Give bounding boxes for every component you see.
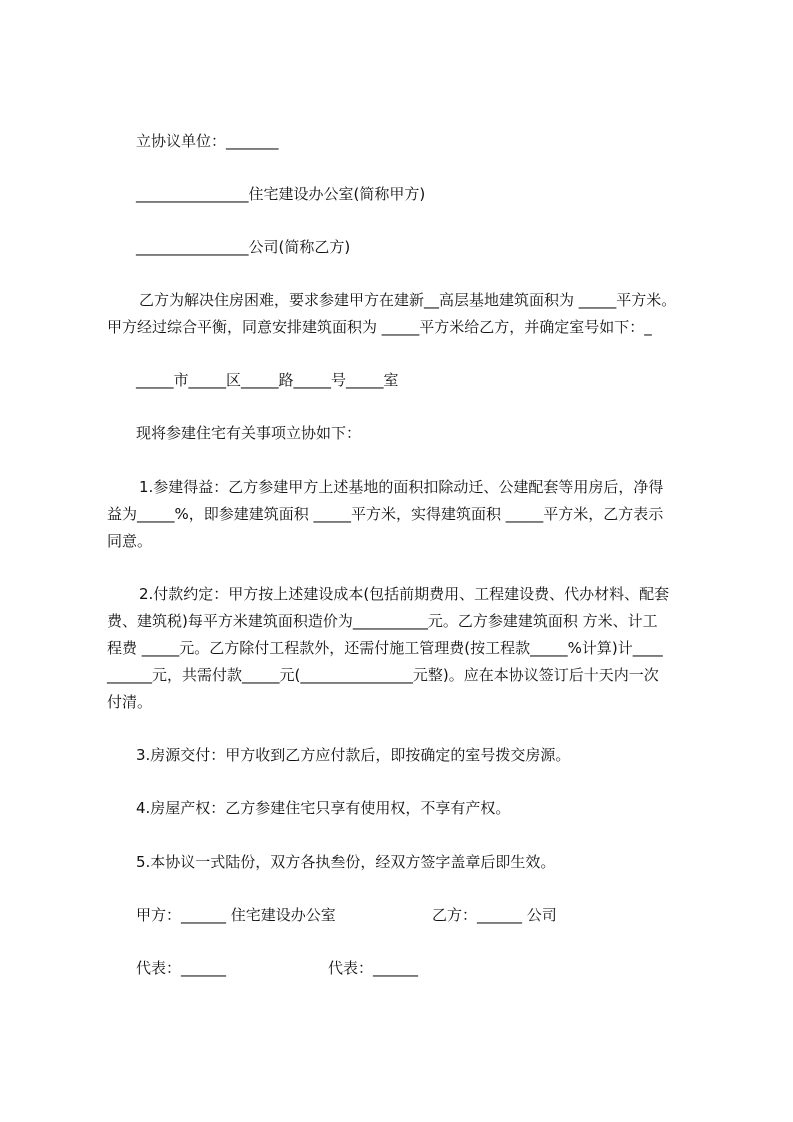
signature-party-b: 乙方：______ 公司 [432, 906, 557, 924]
clause-1-line-2: 益为_____%，即参建建筑面积 _____平方米，实得建筑面积 _____平方米，乙方表示 [107, 505, 664, 523]
party-unit-line: 立协议单位：_______ [136, 132, 279, 150]
clause-2-line-1: 2.付款约定：甲方按上述建设成本(包括前期费用、工程建设费、代办材料、配套 [139, 585, 670, 603]
clause-2-line-5: 付清。 [107, 693, 153, 711]
clause-4-line: 4.房屋产权：乙方参建住宅只享有使用权，不享有产权。 [136, 799, 511, 817]
party-b-line: _______________公司(简称乙方) [136, 238, 351, 256]
representative-b: 代表：______ [328, 959, 419, 977]
intro-line-2: 甲方经过综合平衡，同意安排建筑面积为 _____平方米给乙方，并确定室号如下：_ [107, 318, 652, 336]
preface-line: 现将参建住宅有关事项立协如下： [136, 424, 362, 442]
clause-1-line-1: 1.参建得益：乙方参建甲方上述基地的面积扣除动迁、公建配套等用房后，净得 [139, 478, 664, 496]
clause-2-line-2: 费、建筑税)每平方米建筑面积造价为__________元。乙方参建建筑面积 方米、计工 [107, 612, 658, 630]
signature-party-a: 甲方：______ 住宅建设办公室 [136, 906, 336, 924]
party-a-line: _______________住宅建设办公室(简称甲方) [136, 185, 426, 203]
clause-5-line: 5.本协议一式陆份，双方各执叁份，经双方签字盖章后即生效。 [136, 853, 556, 871]
clause-2-line-3: 程费 _____元。乙方除付工程款外，还需付施工管理费(按工程款_____%计算)计____ [107, 639, 663, 657]
clause-3-line: 3.房源交付：甲方收到乙方应付款后，即按确定的室号拨交房源。 [136, 746, 571, 764]
clause-2-line-4: ______元，共需付款_____元(_______________元整)。应在本协议签订后十天内一次 [107, 666, 659, 684]
intro-line-1: 乙方为解决住房困难，要求参建甲方在建新__高层基地建筑面积为 _____平方米。 [139, 291, 677, 309]
representative-a: 代表：______ [136, 959, 227, 977]
clause-1-line-3: 同意。 [107, 532, 153, 550]
address-line: _____市_____区_____路_____号_____室 [136, 371, 399, 389]
